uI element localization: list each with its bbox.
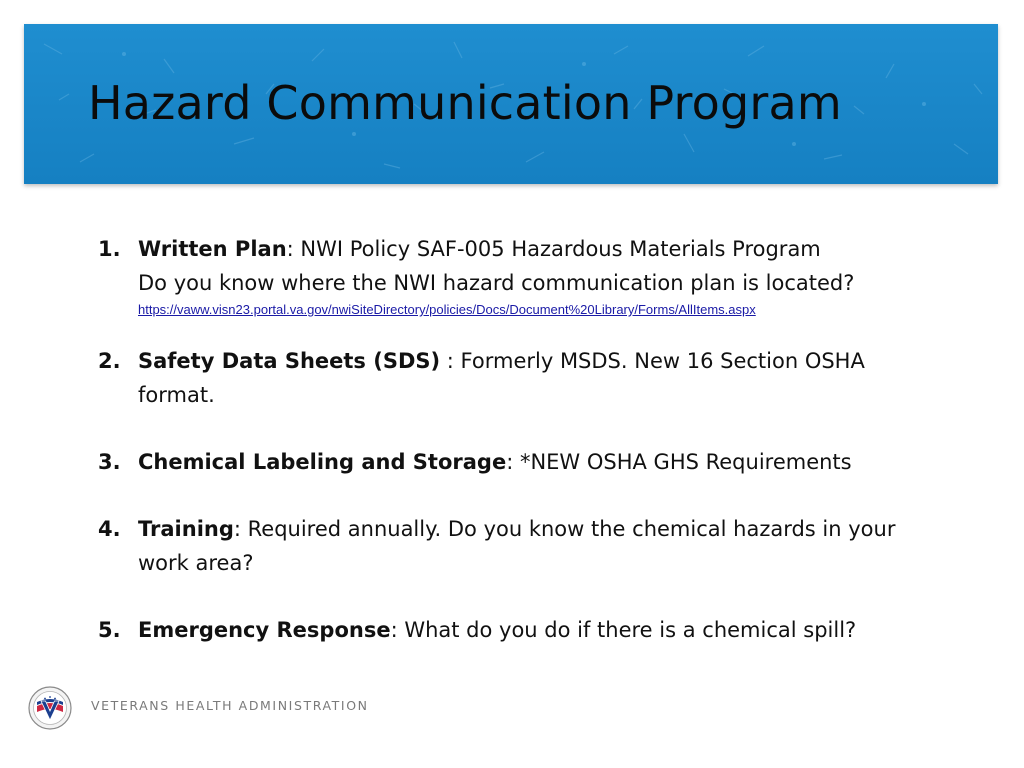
item-text: : What do you do if there is a chemical spill? xyxy=(390,618,857,642)
va-seal-icon xyxy=(28,686,72,730)
item-number: 5. xyxy=(98,618,121,642)
item-text: : Formerly MSDS. New 16 Section OSHA format. xyxy=(138,349,865,407)
slide-title: Hazard Communication Program xyxy=(88,76,842,130)
list-item xyxy=(98,613,948,647)
item-text: : NWI Policy SAF-005 Hazardous Materials Program xyxy=(286,237,821,261)
item-heading: Emergency Response xyxy=(138,618,391,642)
item-text-secondary: Do you know where the NWI hazard communication plan is located? xyxy=(138,271,855,295)
item-number: 1. xyxy=(98,237,121,261)
list-item xyxy=(98,344,948,412)
item-number: 2. xyxy=(98,349,121,373)
title-banner xyxy=(24,24,998,184)
item-heading: Safety Data Sheets (SDS) xyxy=(138,349,441,373)
list-item xyxy=(98,512,948,580)
list-item xyxy=(98,232,948,318)
item-heading: Written Plan xyxy=(138,237,287,261)
item-text: : Required annually. Do you know the chemical hazards in your work area? xyxy=(138,517,896,575)
item-number: 4. xyxy=(98,517,121,541)
item-heading: Chemical Labeling and Storage xyxy=(138,450,507,474)
policy-link[interactable]: https://vaww.visn23.portal.va.gov/nwiSiteDirectory/policies/Docs/Document%20Library/Forms/AllItems.aspx xyxy=(138,302,756,317)
list-item xyxy=(98,445,948,479)
footer-text: VETERANS HEALTH ADMINISTRATION xyxy=(91,698,369,713)
item-list xyxy=(98,232,948,680)
item-heading: Training xyxy=(138,517,234,541)
item-text: : *NEW OSHA GHS Requirements xyxy=(506,450,852,474)
item-number: 3. xyxy=(98,450,121,474)
